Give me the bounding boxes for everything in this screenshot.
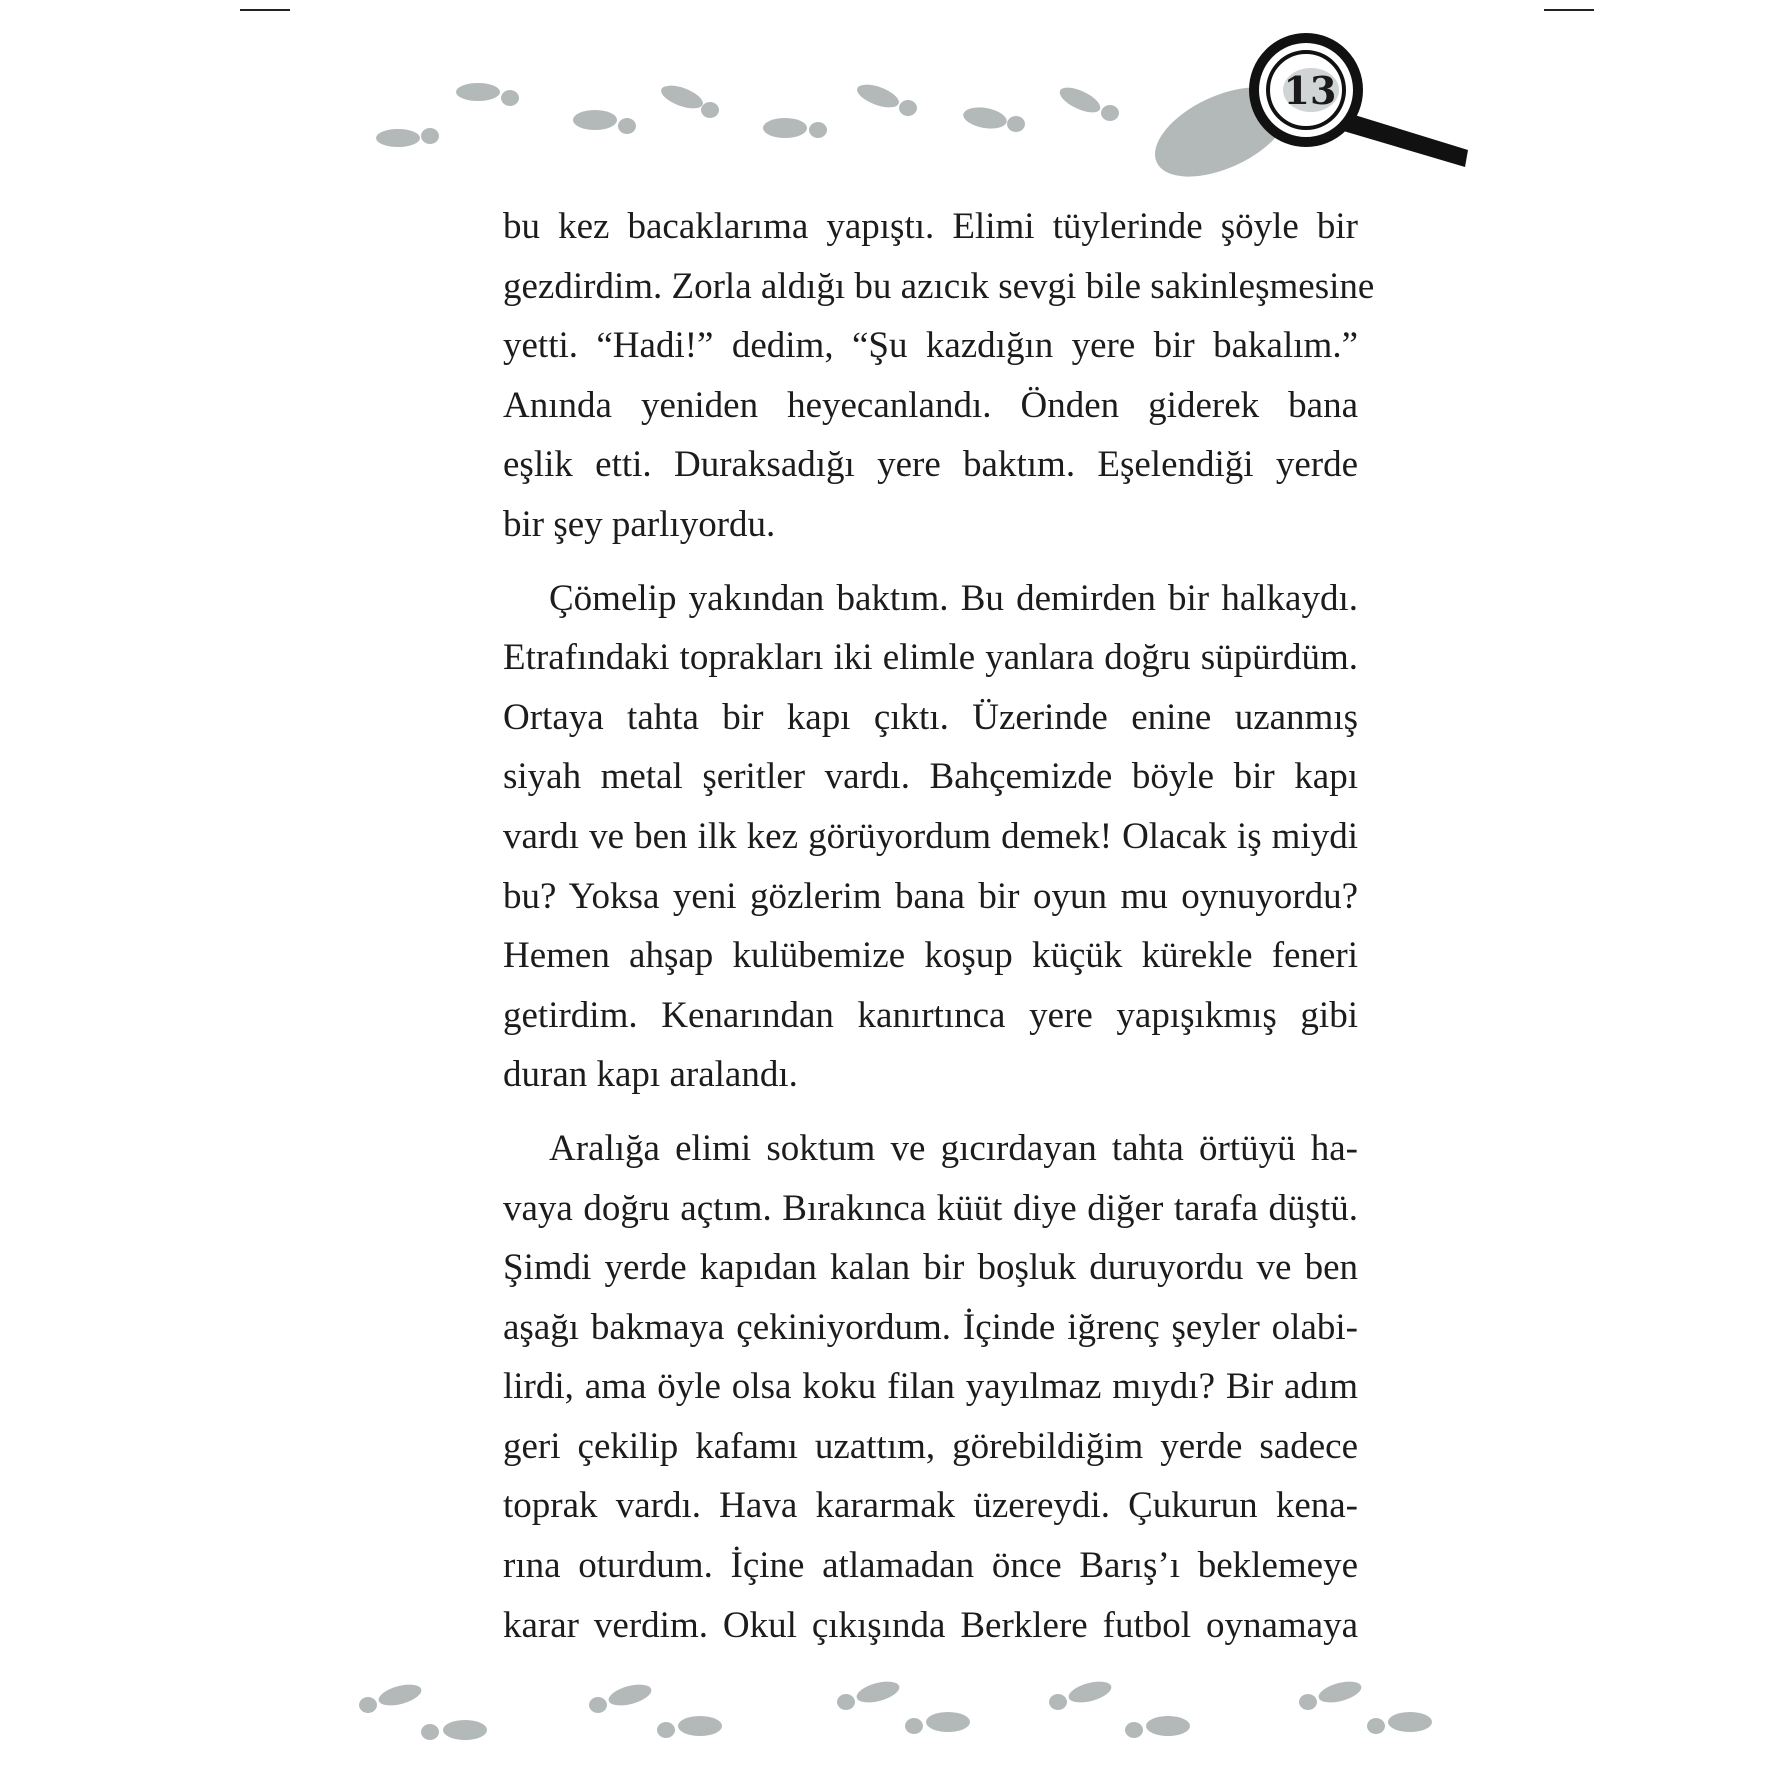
text-line: vaya doğru açtım. Bırakınca küüt diye diğer tarafa düştü. [503, 1187, 1358, 1229]
text-line: siyah metal şeritler vardı. Bahçemizde böyle bir kapı [503, 756, 1358, 798]
crop-mark-right [1544, 9, 1594, 11]
text-line: Etrafındaki toprakları iki elimle yanlara doğru süpürdüm. [503, 637, 1358, 679]
text-line: Anında yeniden heyecanlandı. Önden giderek bana [503, 384, 1358, 426]
text-line: bu? Yoksa yeni gözlerim bana bir oyun mu oynuyordu? [503, 875, 1358, 917]
text-line: bu kez bacaklarıma yapıştı. Elimi tüylerinde şöyle bir [503, 206, 1358, 247]
body-text [503, 197, 1375, 1655]
paragraph-gap [503, 1105, 1358, 1119]
text-line: rına oturdum. İçine atlamadan önce Barış’ı beklemeye [503, 1545, 1358, 1587]
footprints-footer-icon [350, 1670, 1450, 1760]
text-line: aşağı bakmaya çekiniyordum. İçinde iğrenç şeyler olabi- [503, 1306, 1358, 1348]
text-line: Çömelip yakından baktım. Bu demirden bir halkaydı. [549, 577, 1358, 619]
text-line: Aralığa elimi soktum ve gıcırdayan tahta örtüyü ha- [549, 1127, 1358, 1169]
crop-mark-left [240, 9, 290, 11]
paragraph [503, 197, 1375, 555]
text-line: bir şey parlıyordu. [503, 503, 776, 545]
text-line: vardı ve ben ilk kez görüyordum demek! Olacak iş miydi [503, 815, 1358, 857]
text-line: yetti. “Hadi!” dedim, “Şu kazdığın yere bir bakalım.” [503, 325, 1358, 367]
paragraph-gap [503, 555, 1358, 569]
text-line: eşlik etti. Duraksadığı yere baktım. Eşelendiği yerde [503, 444, 1358, 486]
page-number: 13 [1283, 68, 1337, 113]
text-line: karar verdim. Okul çıkışında Berklere futbol oynamaya [503, 1604, 1358, 1646]
text-line: Hemen ahşap kulübemize koşup küçük kürekle feneri [503, 935, 1358, 977]
text-line: Ortaya tahta bir kapı çıktı. Üzerinde enine uzanmış [503, 696, 1358, 738]
text-line: getirdim. Kenarından kanırtınca yere yapışıkmış gibi [503, 994, 1358, 1036]
paragraph [503, 1119, 1358, 1655]
text-line: duran kapı aralandı. [503, 1054, 798, 1096]
text-line: Şimdi yerde kapıdan kalan bir boşluk duruyordu ve ben [503, 1247, 1358, 1289]
text-line: lirdi, ama öyle olsa koku filan yayılmaz mıydı? Bir adım [503, 1366, 1358, 1408]
text-line: gezdirdim. Zorla aldığı bu azıcık sevgi bile sakinleşmesine [503, 265, 1375, 307]
text-line: toprak vardı. Hava kararmak üzereydi. Çukurun kena- [503, 1485, 1358, 1527]
paragraph [503, 569, 1358, 1105]
text-line: geri çekilip kafamı uzattım, görebildiğim yerde sadece [503, 1425, 1358, 1467]
